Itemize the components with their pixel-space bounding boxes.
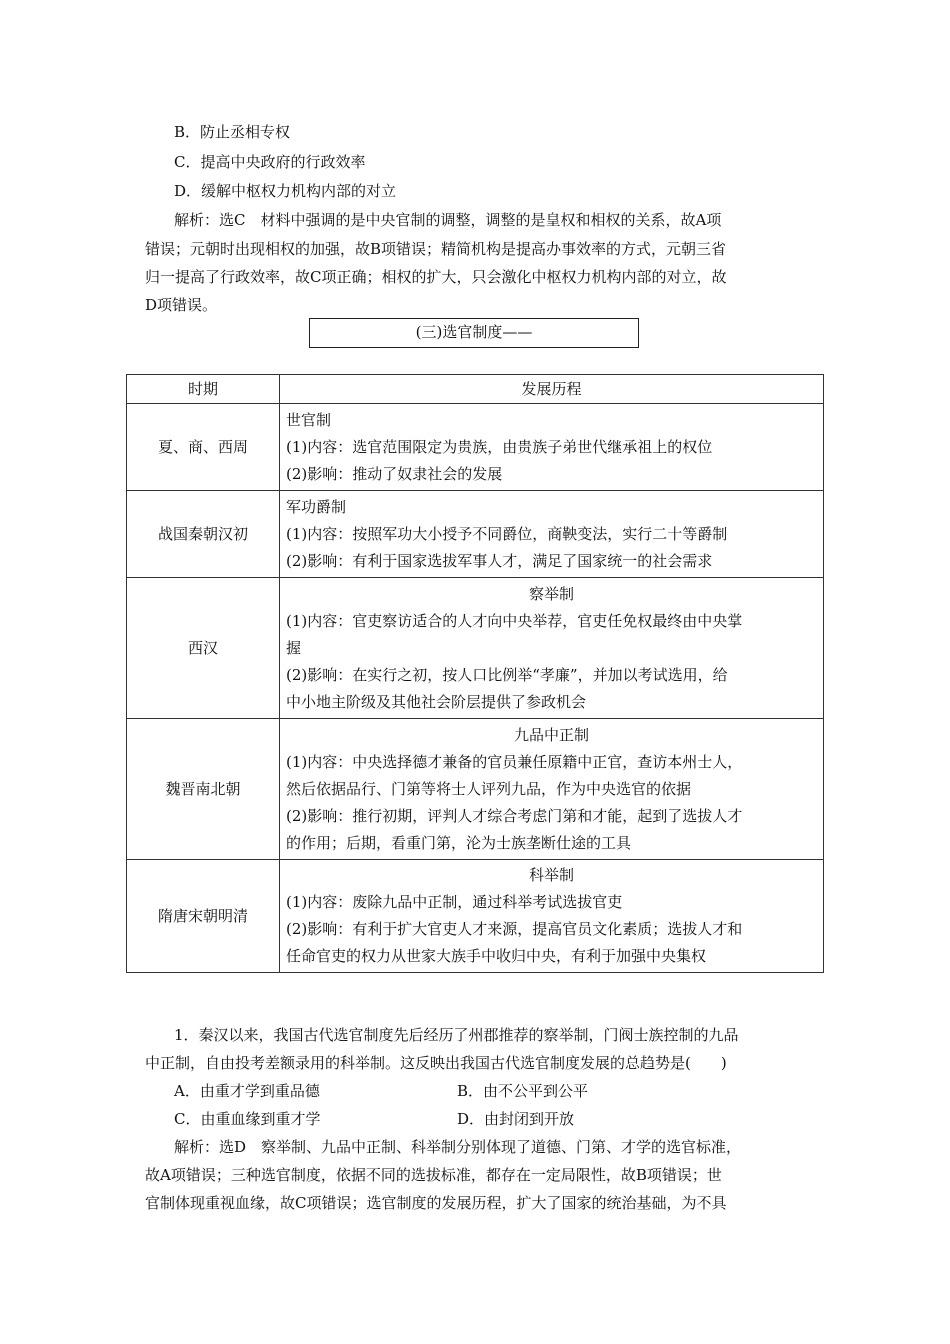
period-cell: 夏、商、西周 bbox=[127, 404, 280, 491]
period-cell: 西汉 bbox=[127, 578, 280, 719]
header-period: 时期 bbox=[127, 375, 280, 404]
section-title: (三)选官制度—— bbox=[309, 318, 639, 348]
table-row bbox=[127, 404, 824, 491]
history-line: (2)影响：在实行之初，按人口比例举“孝廉”，并加以考试选用，给 bbox=[286, 665, 728, 684]
analysis-line: 官制体现重视血缘，故C项错误；选官制度的发展历程，扩大了国家的统治基础，为不具 bbox=[145, 1194, 727, 1212]
option-c: C．由重血缘到重才学 bbox=[174, 1110, 321, 1128]
analysis-line: 解析：选C 材料中强调的是中央官制的调整，调整的是皇权和相权的关系，故A项 bbox=[174, 211, 722, 229]
analysis-line: 错误；元朝时出现相权的加强，故B项错误；精简机构是提高办事效率的方式，元朝三省 bbox=[145, 240, 727, 258]
history-line: 中小地主阶级及其他社会阶层提供了参政机会 bbox=[286, 692, 587, 711]
table-row bbox=[127, 719, 824, 860]
table-row bbox=[127, 578, 824, 719]
option-d: D．缓解中枢权力机构内部的对立 bbox=[174, 182, 397, 200]
history-cell bbox=[280, 404, 824, 491]
analysis-line: D项错误。 bbox=[145, 296, 218, 314]
period-cell: 隋唐宋朝明清 bbox=[127, 860, 280, 973]
history-line: (1)内容：官吏察访适合的人才向中央举荐，官吏任免权最终由中央掌 bbox=[286, 611, 743, 630]
system-name: 军功爵制 bbox=[286, 497, 347, 516]
history-line: (2)影响：有利于扩大官吏人才来源，提高官员文化素质；选拔人才和 bbox=[286, 920, 743, 938]
question-stem: 1．秦汉以来，我国古代选官制度先后经历了州郡推荐的察举制，门阀士族控制的九品 bbox=[174, 1026, 739, 1044]
option-b: B．由不公平到公平 bbox=[457, 1082, 589, 1100]
analysis-line: 归一提高了行政效率，故C项正确；相权的扩大，只会激化中枢权力机构内部的对立，故 bbox=[145, 268, 727, 286]
history-line: 握 bbox=[286, 638, 302, 657]
history-line: (2)影响：推行初期，评判人才综合考虑门第和才能，起到了选拔人才 bbox=[286, 806, 743, 825]
analysis-line: 故A项错误；三种选官制度，依据不同的选拔标准，都存在一定局限性，故B项错误；世 bbox=[145, 1166, 722, 1184]
history-cell bbox=[280, 578, 824, 719]
system-name: 世官制 bbox=[286, 410, 332, 429]
history-line: (1)内容：废除九品中正制，通过科举考试选拔官吏 bbox=[286, 893, 623, 911]
header-history: 发展历程 bbox=[280, 375, 824, 404]
history-line: (1)内容：选官范围限定为贵族，由贵族子弟世代继承祖上的权位 bbox=[286, 437, 713, 456]
history-line: (1)内容：中央选择德才兼备的官员兼任原籍中正官，查访本州士人， bbox=[286, 752, 743, 771]
table-header-row bbox=[127, 375, 824, 404]
history-line: (2)影响：有利于国家选拔军事人才，满足了国家统一的社会需求 bbox=[286, 551, 713, 570]
question-stem: 中正制，自由投考差额录用的科举制。这反映出我国古代选官制度发展的总趋势是( ) bbox=[145, 1054, 727, 1072]
history-line: 然后依据品行、门第等将士人评列九品，作为中央选官的依据 bbox=[286, 779, 692, 798]
system-name: 九品中正制 bbox=[513, 725, 589, 744]
system-name: 科举制 bbox=[528, 866, 574, 884]
analysis-line: 解析：选D 察举制、九品中正制、科举制分别体现了道德、门第、才学的选官标准， bbox=[174, 1138, 742, 1156]
period-cell: 战国秦朝汉初 bbox=[127, 491, 280, 578]
history-line: (2)影响：推动了奴隶社会的发展 bbox=[286, 464, 503, 483]
history-cell bbox=[280, 491, 824, 578]
system-name: 察举制 bbox=[528, 584, 574, 603]
option-b: B．防止丞相专权 bbox=[174, 123, 291, 141]
table-row bbox=[127, 491, 824, 578]
table-row bbox=[127, 860, 824, 973]
history-cell bbox=[280, 719, 824, 860]
option-d: D．由封闭到开放 bbox=[457, 1110, 575, 1128]
history-line: 的作用；后期，看重门第，沦为士族垄断仕途的工具 bbox=[286, 833, 632, 852]
history-line: 任命官吏的权力从世家大族手中收归中央，有利于加强中央集权 bbox=[286, 947, 707, 965]
history-line: (1)内容：按照军功大小授予不同爵位，商鞅变法，实行二十等爵制 bbox=[286, 524, 728, 543]
selection-system-table bbox=[126, 374, 824, 973]
option-c: C．提高中央政府的行政效率 bbox=[174, 153, 366, 171]
period-cell: 魏晋南北朝 bbox=[127, 719, 280, 860]
option-a: A．由重才学到重品德 bbox=[174, 1082, 320, 1100]
history-cell bbox=[280, 860, 824, 973]
